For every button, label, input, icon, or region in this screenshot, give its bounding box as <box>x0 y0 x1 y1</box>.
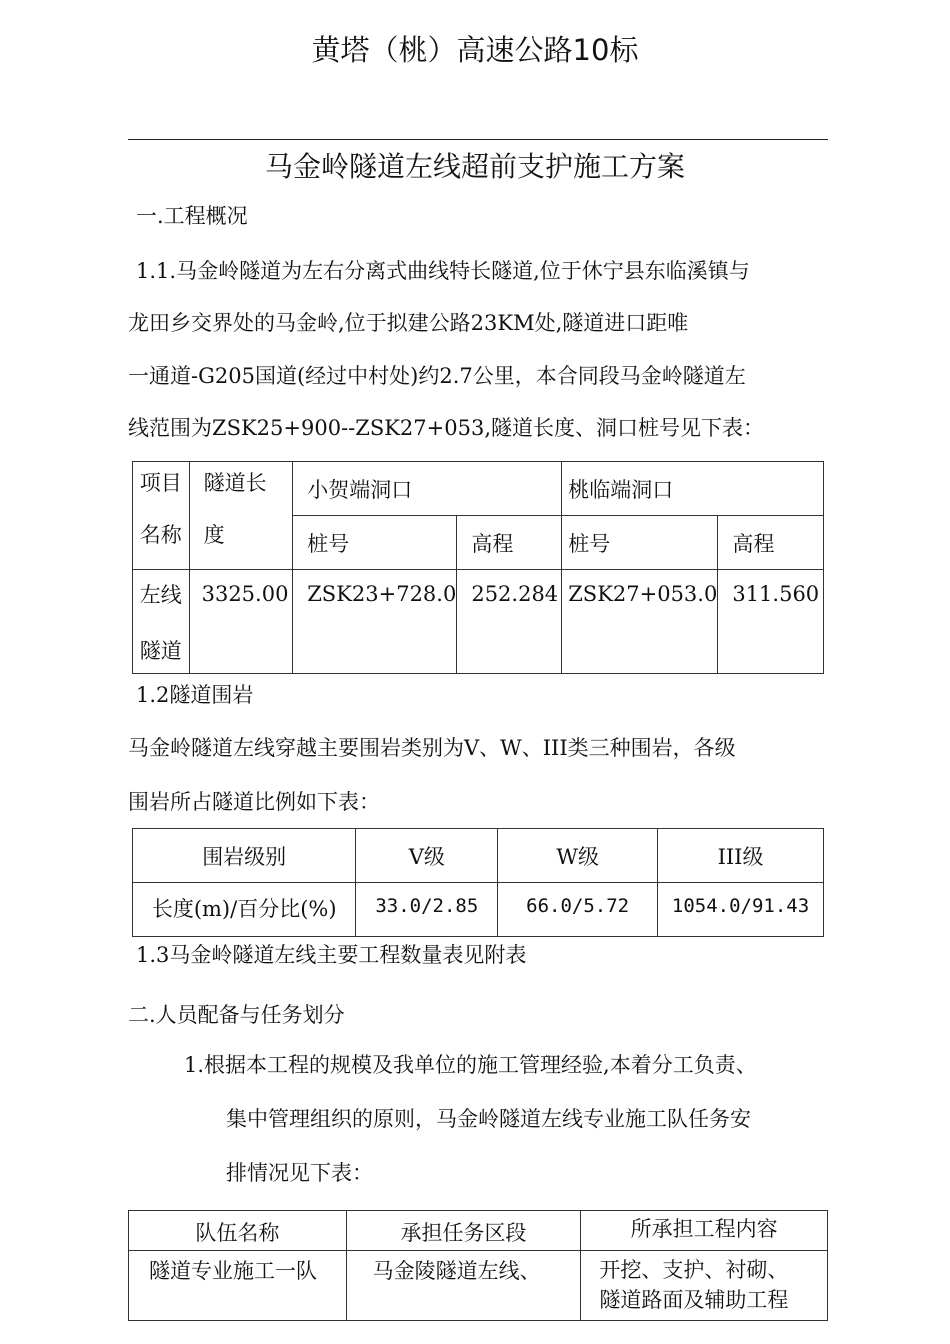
header-pile-number: 桩号 <box>293 516 457 570</box>
header-work-content: 所承担工程内容 <box>581 1211 828 1251</box>
header-pile-number: 桩号 <box>562 516 718 570</box>
section-heading-1: 一.工程概况 <box>136 204 248 228</box>
paragraph-line: 排情况见下表： <box>226 1161 373 1185</box>
paragraph-line: 围岩所占隧道比例如下表： <box>128 790 380 814</box>
cell-elevation: 252.284 <box>457 570 562 674</box>
cell-class-w-value: 66.0/5.72 <box>498 883 658 937</box>
cell-class-v-value: 33.0/2.85 <box>356 883 498 937</box>
cell-class-iii-value: 1054.0/91.43 <box>658 883 824 937</box>
cell-work-content: 开挖、支护、衬砌、 隧道路面及辅助工程 <box>581 1251 828 1321</box>
header-team-name: 队伍名称 <box>129 1211 347 1251</box>
header-class-iii: III级 <box>658 829 824 883</box>
paragraph-line: 1.根据本工程的规模及我单位的施工管理经验,本着分工负责、 <box>184 1053 757 1077</box>
document-header: 黄塔（桃）高速公路10标 <box>311 33 639 67</box>
header-class-w: W级 <box>498 829 658 883</box>
subsection-heading: 1.3马金岭隧道左线主要工程数量表见附表 <box>136 943 527 967</box>
cell-team-name: 隧道专业施工一队 <box>129 1251 347 1321</box>
row-label-length-percent: 长度(m)/百分比(%) <box>133 883 356 937</box>
cell-pile-number: ZSK27+053.0 <box>562 570 718 674</box>
cell-elevation: 311.560 <box>718 570 824 674</box>
paragraph-line: 马金岭隧道左线穿越主要围岩类别为V、W、III类三种围岩，各级 <box>128 736 736 760</box>
document-title: 马金岭隧道左线超前支护施工方案 <box>264 150 685 183</box>
section-heading-2: 二.人员配备与任务划分 <box>128 1003 345 1027</box>
header-taolin-portal: 桃临端洞口 <box>562 462 824 516</box>
cell-task-section: 马金陵隧道左线、 <box>346 1251 581 1321</box>
header-rule <box>128 139 828 140</box>
header-elevation: 高程 <box>718 516 824 570</box>
header-rock-class: 围岩级别 <box>133 829 356 883</box>
row-left-tunnel: 左线 隧道 <box>133 570 190 674</box>
header-tunnel-length: 隧道长 度 <box>189 462 293 570</box>
tunnel-portal-table <box>132 461 824 674</box>
paragraph-line: 一通道-G205国道(经过中村处)约2.7公里，本合同段马金岭隧道左 <box>128 364 746 388</box>
header-elevation: 高程 <box>457 516 562 570</box>
header-class-v: V级 <box>356 829 498 883</box>
header-item-name: 项目 名称 <box>133 462 190 570</box>
paragraph-line: 1.1.马金岭隧道为左右分离式曲线特长隧道,位于休宁县东临溪镇与 <box>136 259 750 283</box>
paragraph-line: 集中管理组织的原则，马金岭隧道左线专业施工队任务安 <box>226 1107 751 1131</box>
cell-pile-number: ZSK23+728.0 <box>293 570 457 674</box>
subsection-heading: 1.2隧道围岩 <box>136 683 254 707</box>
team-assignment-table <box>128 1210 828 1321</box>
paragraph-line: 线范围为ZSK25+900--ZSK27+053,隧道长度、洞口桩号见下表： <box>128 416 764 440</box>
paragraph-line: 龙田乡交界处的马金岭,位于拟建公路23KM处,隧道进口距唯 <box>128 311 689 335</box>
header-xiaohe-portal: 小贺端洞口 <box>293 462 562 516</box>
header-task-section: 承担任务区段 <box>346 1211 581 1251</box>
rock-class-table <box>132 828 824 937</box>
cell-tunnel-length: 3325.00 <box>189 570 293 674</box>
